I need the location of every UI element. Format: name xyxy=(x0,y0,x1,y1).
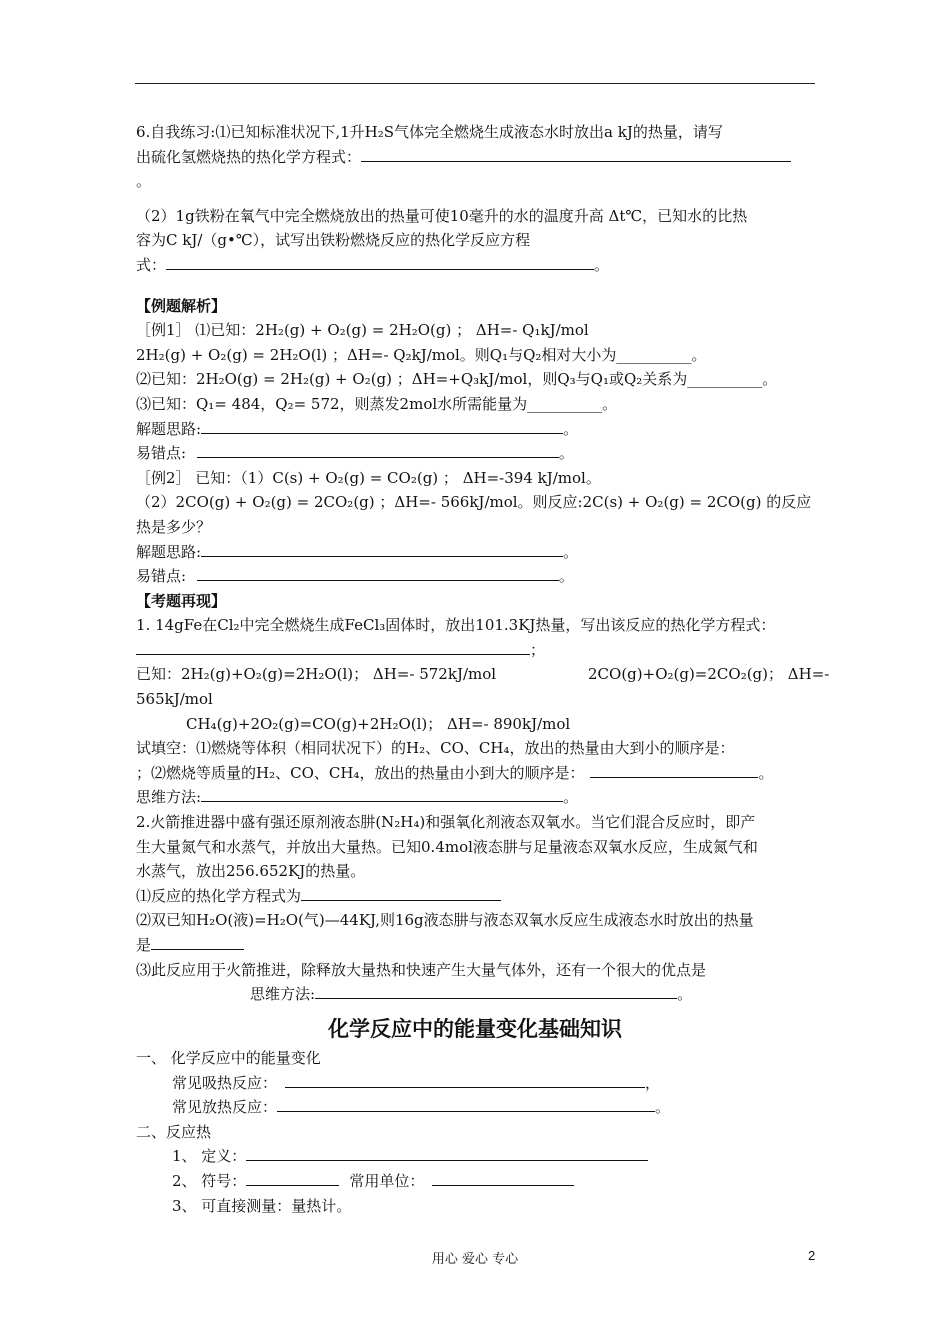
footer-motto: 用心 爱心 专心 xyxy=(431,1252,519,1267)
example-2-idea: 解题思路: 。 xyxy=(136,542,579,561)
example-1-line-d: ⑶已知：Q₁= 484，Q₂= 572，则蒸发2mol水所需能量为__________。 xyxy=(136,394,618,413)
exam-q2-line-b: 生大量氮气和水蒸气，并放出大量热。已知0.4mol液态肼与足量液态双氧水反应，生成氮气和 xyxy=(136,837,758,856)
exam-q2-line-d: ⑴反应的热化学方程式为 xyxy=(136,884,816,909)
answer-blank[interactable] xyxy=(201,787,563,802)
answer-blank[interactable] xyxy=(246,1146,648,1161)
measurement-line: 3、 可直接测量：量热计。 xyxy=(172,1196,352,1215)
basics-body xyxy=(136,1046,816,1218)
definition-line: 1、 定义： xyxy=(136,1144,816,1169)
answer-blank[interactable] xyxy=(201,419,563,434)
endothermic-line: 常见吸热反应： ， xyxy=(172,1073,661,1092)
example-2-mistake: 易错点: 。 xyxy=(136,567,574,586)
answer-blank[interactable] xyxy=(361,147,791,162)
exam-q2-line-a: 2.火箭推进器中盛有强还原剂液态肼(N₂H₄)和强氧化剂液态双氧水。当它们混合反应时，即产 xyxy=(136,813,756,832)
answer-blank[interactable] xyxy=(315,984,677,999)
exam-q1-line-d: 565kJ/mol xyxy=(136,690,213,709)
exam-q1-line-c: 已知：2H₂(g)+O₂(g)=2H₂O(l)； ΔH=- 572kJ/mol 2CO(g)+O₂(g)=2CO₂(g)； ΔH=- xyxy=(136,665,830,684)
exothermic-line: 常见放热反应： 。 xyxy=(172,1098,671,1117)
answer-blank[interactable] xyxy=(166,255,594,270)
exam-q1-method: 思维方法: 。 xyxy=(136,788,579,807)
practice-6-line-5: 容为C kJ/（g•℃），试写出铁粉燃烧反应的热化学反应方程 xyxy=(136,231,531,250)
exam-q2-line-f: 是 xyxy=(136,933,816,958)
example-1-idea: 解题思路: 。 xyxy=(136,419,579,438)
exam-q2-line-g: ⑶此反应用于火箭推进，除释放大量热和快速产生大量气体外，还有一个很大的优点是 xyxy=(136,960,707,979)
answer-blank[interactable] xyxy=(432,1171,574,1186)
page-number: 2 xyxy=(808,1248,816,1263)
exam-q1-line-f: 试填空：⑴燃烧等体积（相同状况下）的H₂、CO、CH₄，放出的热量由大到小的顺序是： xyxy=(136,739,735,758)
answer-blank[interactable] xyxy=(197,566,559,581)
practice-6-line-3: 。 xyxy=(136,172,152,191)
exam-q2-line-c: 水蒸气，放出256.652KJ的热量。 xyxy=(136,862,366,881)
answer-blank[interactable] xyxy=(277,1097,655,1112)
exam-q1-line-b: ； xyxy=(136,638,816,663)
answer-blank[interactable] xyxy=(590,763,758,778)
practice-6-line-4: （2）1g铁粉在氧气中完全燃烧放出的热量可使10毫升的水的温度升高 Δt℃，已知水的比热 xyxy=(136,206,748,225)
exam-q2-method: 思维方法: 。 xyxy=(250,985,693,1004)
example-2-line-a: ［例2］ 已知：（1）C(s) + O₂(g) = CO₂(g) ； ΔH=-394 kJ/mol。 xyxy=(136,468,601,487)
example-1-line-a: ［例1］ ⑴已知：2H₂(g) + O₂(g) = 2H₂O(g) ； ΔH=- Q₁kJ/mol xyxy=(136,321,589,340)
basics-section-2: 二、反应热 xyxy=(136,1122,212,1141)
symbol-line: 2、 符号： 常用单位： xyxy=(136,1169,816,1194)
answer-blank[interactable] xyxy=(201,542,563,557)
answer-blank[interactable] xyxy=(301,886,501,901)
answer-blank[interactable] xyxy=(136,640,530,655)
answer-blank[interactable] xyxy=(246,1171,339,1186)
practice-6-line-2: 出硫化氢燃烧热的热化学方程式： xyxy=(136,145,816,170)
example-1-line-b: 2H₂(g) + O₂(g) = 2H₂O(l) ；ΔH=- Q₂kJ/mol。则Q₁与Q₂相对大小为__________。 xyxy=(136,345,707,364)
practice-6-line-6: 式： 。 xyxy=(136,255,610,274)
header-rule xyxy=(135,83,815,84)
example-1-mistake: 易错点: 。 xyxy=(136,444,574,463)
exam-q2-line-e: ⑵双已知H₂O(液)=H₂O(气)—44KJ,则16g液态肼与液态双氧水反应生成液态水时放出的热量 xyxy=(136,911,754,930)
exam-q1-line-e: CH₄(g)+2O₂(g)=CO(g)+2H₂O(l)； ΔH=- 890kJ/mol xyxy=(186,714,571,733)
example-2-line-c: 热是多少？ xyxy=(136,517,212,536)
exam-heading: 【考题再现】 xyxy=(136,591,227,610)
practice-6-line-1: 6.自我练习:⑴已知标准状况下,1升H₂S气体完全燃烧生成液态水时放出a kJ的热量，请写 xyxy=(136,123,723,141)
basics-section-1: 一、 化学反应中的能量变化 xyxy=(136,1049,321,1067)
worksheet-body xyxy=(136,120,830,1007)
example-2-line-b: （2）2CO(g) + O₂(g) = 2CO₂(g) ；ΔH=- 566kJ/mol。则反应:2C(s) + O₂(g) = 2CO(g) 的反应 xyxy=(136,493,812,512)
section-title: 化学反应中的能量变化基础知识 xyxy=(328,1017,622,1041)
exam-q1-line-g: ；⑵燃烧等质量的H₂、CO、CH₄，放出的热量由小到大的顺序是： 。 xyxy=(136,763,774,782)
answer-blank[interactable] xyxy=(197,443,559,458)
answer-blank[interactable] xyxy=(285,1073,645,1088)
answer-blank[interactable] xyxy=(151,935,244,950)
exam-q1-line-a: 1. 14gFe在Cl₂中完全燃烧生成FeCl₃固体时，放出101.3KJ热量，写出该反应的热化学方程式： xyxy=(136,616,776,635)
example-1-line-c: ⑵已知：2H₂O(g) = 2H₂(g) + O₂(g) ；ΔH=+Q₃kJ/mol，则Q₃与Q₁或Q₂关系为__________。 xyxy=(136,370,778,389)
examples-heading: 【例题解析】 xyxy=(136,296,227,315)
